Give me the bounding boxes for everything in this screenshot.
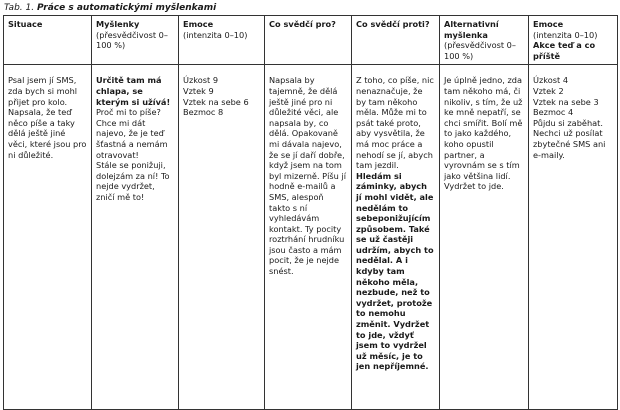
cell-emoce bbox=[179, 65, 265, 410]
header-emoce-akce: Emoce (intenzita 0–10) Akce teď a co příště bbox=[529, 16, 618, 65]
emoce2-item: Vztek 2 bbox=[533, 85, 564, 96]
cell-situace bbox=[4, 65, 92, 410]
myslenky-text-1: Proč mi to píše? Chce mi dát najevo, že je teď šťastná a nemám otravovat! bbox=[96, 107, 168, 160]
proti-bold-text: Hledám si záminky, abych jí mohl vidět, ale nedělám to sebeponižujícím způsobem. Také se už častěji udržím, abych to nedělal. A i kdyby tam někoho měla, nezbude, než to vydržet, protože to nemohu změnit. Vydržet to jde, vždyť jsem to vydržel už měsíc, je to jen nepříjemné. bbox=[356, 170, 434, 372]
header-alternativni: Alternativní myšlenka (přesvědčivost 0–100 %) bbox=[440, 16, 529, 65]
header-emoce: Emoce (intenzita 0–10) bbox=[179, 16, 265, 65]
cell-myslenky bbox=[92, 65, 179, 410]
akce-text: Půjdu si zaběhat. Nechci už posílat zbytečné SMS ani e-maily. bbox=[533, 117, 606, 160]
cell-emoce-akce bbox=[529, 65, 618, 410]
caption-title: Práce s automatickými myšlenkami bbox=[36, 3, 217, 13]
pro-text: Napsala by tajemně, že dělá ještě jiné pro ni důležité věci, ale napsala by, co dělá. Opakovaně mi dávala najevo, že se jí daří dobře, když jsem na tom byl mizerně. Píšu jí hodně e-mailů a SMS, alespoň takto s ní vyhledávám kontakt. Ty pocity roztrhání hrudníku jsou často a mám pocit, že je nejde snést. bbox=[269, 75, 346, 277]
cell-pro bbox=[265, 65, 352, 410]
emoce2-item: Bezmoc 4 bbox=[533, 107, 574, 118]
table-row bbox=[4, 65, 618, 410]
emoce-item: Vztek na sebe 6 bbox=[183, 96, 249, 107]
table-caption bbox=[4, 2, 216, 14]
header-situace: Situace bbox=[4, 16, 92, 65]
proti-text: Z toho, co píše, nic nenaznačuje, že by tam někoho měla. Může mi to psát také proto, aby vysvětila, že má moc práce a nehodí se jí, abych tam jezdil. bbox=[356, 75, 434, 171]
emoce-item: Vztek 9 bbox=[183, 85, 214, 96]
cell-proti bbox=[352, 65, 440, 410]
automatic-thoughts-table bbox=[3, 15, 618, 410]
header-proti: Co svědčí proti? bbox=[352, 16, 440, 65]
alternativni-text: Je úplně jedno, zda tam někoho má, či nikoliv, s tím, že už ke mně nepatří, se chci smířit. Bolí mě to jako každého, koho opustil partner, a vyrovnám se s tím jako většina lidí. Vydržet to jde. bbox=[444, 75, 523, 192]
myslenky-bold: Určitě tam má chlapa, se kterým si užívá! bbox=[96, 75, 171, 107]
header-pro: Co svědčí pro? bbox=[265, 16, 352, 65]
table-header-row bbox=[4, 16, 618, 65]
emoce2-item: Úzkost 4 bbox=[533, 75, 569, 86]
header-myslenky: Myšlenky (přesvědčivost 0–100 %) bbox=[92, 16, 179, 65]
emoce-item: Úzkost 9 bbox=[183, 75, 219, 86]
emoce2-item: Vztek na sebe 3 bbox=[533, 96, 599, 107]
situace-text: Psal jsem jí SMS, zda bych si mohl přijet pro kolo. Napsala, že teď něco píše a taky dělá ještě jiné věci, které jsou pro ni důležité. bbox=[8, 75, 87, 160]
cell-alternativni bbox=[440, 65, 529, 410]
myslenky-text-2: Stále se ponižuji, dolejzám za ní! To nejde vydržet, zničí mě to! bbox=[96, 160, 170, 202]
caption-number: Tab. 1. bbox=[4, 3, 35, 13]
emoce-item: Bezmoc 8 bbox=[183, 107, 224, 118]
